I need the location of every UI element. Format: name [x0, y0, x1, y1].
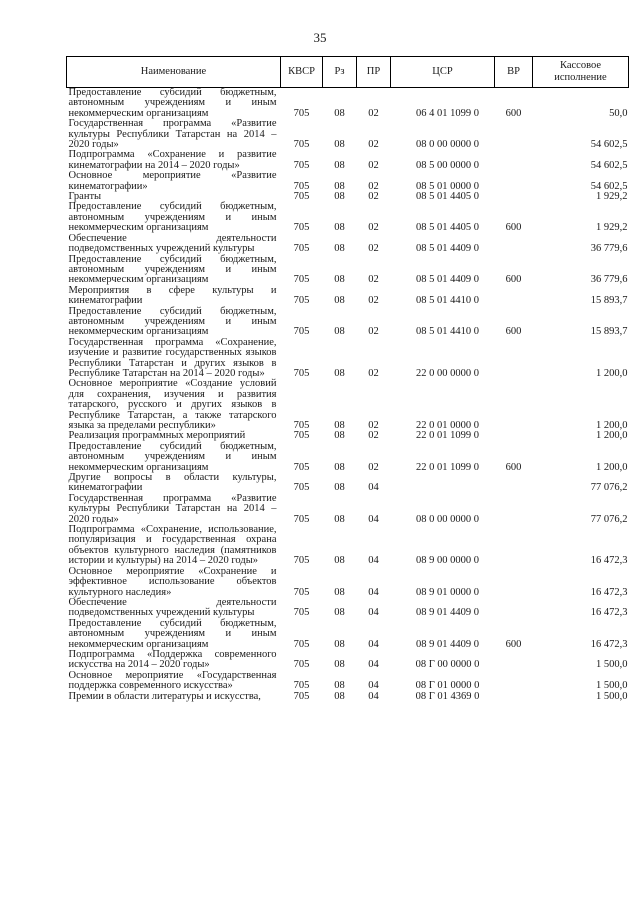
cell-kvsr: 705: [293, 222, 310, 234]
cell-name: Основное мероприятие «Создание условий для сохранения, изучения и развития татарского, русского и других языков в Республике Татарстан, а также татарского языка за пределами республики»: [68, 378, 277, 431]
cell-pr: 02: [368, 295, 379, 307]
cell-amount: 1 500,0: [596, 680, 628, 692]
cell-csr: 08 Г 01 4369 0: [415, 690, 480, 702]
cell-amount: 36 779,6: [590, 274, 628, 286]
table-row: [67, 88, 629, 120]
table-row: [67, 567, 629, 598]
cell-pr: 02: [368, 159, 379, 171]
table-row: [67, 379, 629, 431]
cell-name: Мероприятия в сфере культуры и кинематографии: [68, 284, 277, 307]
cell-name: Предоставление субсидий бюджетным, автономным учреждениям и иным некоммерческим организациям: [68, 87, 277, 119]
cell-pr: 04: [368, 638, 379, 650]
cell-vr: [495, 234, 533, 255]
cell-vr: [495, 598, 533, 619]
cell-pr: 02: [368, 367, 379, 379]
cell-amount: 50,0: [609, 107, 628, 119]
table-row: [67, 494, 629, 525]
cell-kvsr: 705: [293, 482, 310, 494]
cell-vr: 600: [505, 638, 522, 650]
cell-pr: 04: [368, 680, 379, 692]
cell-csr: 08 5 01 4409 0: [416, 243, 479, 255]
cell-kvsr: 705: [293, 430, 310, 442]
cell-rz: 08: [334, 420, 345, 431]
cell-pr: 04: [368, 586, 379, 598]
cell-csr: 08 0 00 0000 0: [416, 139, 479, 151]
cell-pr: 02: [368, 420, 379, 431]
cell-kvsr: 705: [293, 461, 310, 473]
cell-pr: 02: [368, 326, 379, 338]
cell-kvsr: 705: [293, 243, 310, 255]
cell-csr: 08 9 01 0000 0: [416, 586, 479, 598]
cell-name: Основное мероприятие «Развитие кинематографии»: [68, 170, 277, 192]
cell-name: Премии в области литературы и искусства,: [68, 690, 261, 702]
cell-amount: 77 076,2: [590, 482, 628, 494]
header-kvsr: КВСР: [281, 57, 323, 88]
cell-vr: [495, 650, 533, 671]
table-body: [67, 88, 629, 702]
cell-rz: 08: [334, 430, 345, 442]
header-rz: Рз: [323, 57, 357, 88]
header-pr: ПР: [357, 57, 391, 88]
cell-csr: 08 0 00 0000 0: [416, 513, 479, 525]
cell-name: Обеспечение деятельности подведомственных учреждений культуры: [68, 596, 277, 619]
header-amount: Кассовое исполнение: [533, 57, 629, 88]
cell-kvsr: 705: [293, 638, 310, 650]
cell-name: Подпрограмма «Поддержка современного искусства на 2014 – 2020 годы»: [68, 648, 277, 671]
cell-rz: 08: [334, 659, 345, 671]
cell-amount: 1 929,2: [596, 222, 628, 234]
cell-csr: 08 5 01 4405 0: [416, 191, 479, 203]
cell-csr: 08 5 01 4410 0: [416, 326, 479, 338]
cell-name: Предоставление субсидий бюджетным, автономным учреждениям и иным некоммерческим организациям: [68, 617, 277, 650]
cell-amount: 77 076,2: [590, 513, 628, 525]
cell-rz: 08: [334, 159, 345, 171]
cell-rz: 08: [334, 513, 345, 525]
table-row: [67, 307, 629, 338]
cell-pr: 04: [368, 513, 379, 525]
cell-pr: 02: [368, 430, 379, 442]
cell-rz: 08: [334, 243, 345, 255]
cell-name: Основное мероприятие «Государственная поддержка современного искусства»: [68, 669, 277, 692]
table-row: [67, 286, 629, 307]
cell-rz: 08: [334, 690, 345, 702]
cell-vr: 600: [505, 274, 522, 286]
cell-csr: 22 0 01 0000 0: [416, 420, 479, 431]
cell-kvsr: 705: [293, 513, 310, 525]
cell-amount: 16 472,3: [590, 607, 628, 619]
cell-pr: 02: [368, 222, 379, 234]
cell-vr: [495, 150, 533, 171]
cell-pr: 04: [368, 607, 379, 619]
header-vr: ВР: [495, 57, 533, 88]
cell-pr: 04: [368, 659, 379, 671]
table-row: [67, 671, 629, 692]
cell-vr: [495, 119, 533, 150]
header-name: Наименование: [67, 57, 281, 88]
budget-table: [66, 56, 629, 702]
cell-name: Подпрограмма «Сохранение, использование, популяризация и государственная охрана объектов культурного наследия (памятников истории и культуры) на 2014 – 2020 годы»: [68, 524, 277, 567]
cell-amount: 54 602,5: [590, 139, 628, 151]
cell-amount: 1 500,0: [596, 659, 628, 671]
cell-name: Гранты: [68, 191, 102, 203]
cell-vr: [495, 525, 533, 567]
cell-name: Предоставление субсидий бюджетным, автономным учреждениям и иным некоммерческим организациям: [68, 253, 277, 286]
cell-name: Обеспечение деятельности подведомственных учреждений культуры: [68, 232, 277, 255]
cell-pr: 02: [368, 180, 379, 192]
cell-pr: 02: [368, 139, 379, 151]
cell-amount: 1 200,0: [596, 430, 628, 442]
cell-vr: [495, 494, 533, 525]
cell-kvsr: 705: [293, 180, 310, 192]
cell-rz: 08: [334, 191, 345, 203]
cell-vr: 600: [505, 222, 522, 234]
cell-amount: 1 200,0: [596, 461, 628, 473]
cell-rz: 08: [334, 180, 345, 192]
table-row: [67, 598, 629, 619]
cell-pr: 02: [368, 107, 379, 119]
table-row: [67, 473, 629, 494]
cell-rz: 08: [334, 295, 345, 307]
cell-amount: 54 602,5: [590, 180, 628, 192]
cell-vr: [495, 567, 533, 598]
cell-kvsr: 705: [293, 107, 310, 119]
cell-rz: 08: [334, 326, 345, 338]
cell-kvsr: 705: [293, 139, 310, 151]
cell-rz: 08: [334, 139, 345, 151]
cell-vr: [495, 671, 533, 692]
cell-kvsr: 705: [293, 295, 310, 307]
cell-name: Другие вопросы в области культуры, кинематографии: [68, 472, 277, 494]
cell-amount: 15 893,7: [590, 295, 628, 307]
cell-amount: 1 500,0: [596, 690, 628, 702]
table-row: [67, 338, 629, 380]
cell-rz: 08: [334, 461, 345, 473]
cell-csr: 08 5 01 4410 0: [416, 295, 479, 307]
cell-csr: 08 5 00 0000 0: [416, 159, 479, 171]
cell-vr: [495, 431, 533, 441]
cell-vr: [495, 473, 533, 494]
cell-rz: 08: [334, 274, 345, 286]
cell-amount: 36 779,6: [590, 243, 628, 255]
cell-csr: 22 0 01 1099 0: [416, 461, 479, 473]
cell-kvsr: 705: [293, 659, 310, 671]
cell-csr: 06 4 01 1099 0: [416, 107, 479, 119]
page-number: 35: [313, 30, 327, 45]
cell-pr: 04: [368, 690, 379, 702]
cell-kvsr: 705: [293, 420, 310, 431]
cell-kvsr: 705: [293, 159, 310, 171]
table-row: [67, 150, 629, 171]
cell-rz: 08: [334, 586, 345, 598]
cell-csr: 08 9 01 4409 0: [416, 638, 479, 650]
table-row: [67, 119, 629, 150]
cell-kvsr: 705: [293, 555, 310, 567]
cell-rz: 08: [334, 107, 345, 119]
header-csr: ЦСР: [391, 57, 495, 88]
cell-pr: 02: [368, 274, 379, 286]
cell-pr: 02: [368, 191, 379, 203]
cell-amount: 1 200,0: [596, 367, 628, 379]
cell-amount: 16 472,3: [590, 638, 628, 650]
cell-amount: 54 602,5: [590, 159, 628, 171]
cell-csr: 08 5 01 4405 0: [416, 222, 479, 234]
cell-vr: [495, 338, 533, 380]
cell-csr: 08 5 01 0000 0: [416, 180, 479, 192]
cell-pr: 02: [368, 461, 379, 473]
cell-kvsr: 705: [293, 690, 310, 702]
cell-name: Основное мероприятие «Сохранение и эффективное использование объектов культурного наследия»: [68, 565, 277, 598]
table-row: [67, 234, 629, 255]
cell-csr: 08 Г 01 0000 0: [415, 680, 480, 692]
cell-name: Предоставление субсидий бюджетным, автономным учреждениям и иным некоммерческим организациям: [68, 440, 277, 473]
table-row: [67, 442, 629, 473]
cell-name: Реализация программных мероприятий: [68, 430, 246, 442]
cell-rz: 08: [334, 607, 345, 619]
cell-csr: 08 5 01 4409 0: [416, 274, 479, 286]
table-header-row: [67, 57, 629, 88]
cell-name: Государственная программа «Развитие культуры Республики Татарстан на 2014 – 2020 годы»: [68, 118, 277, 151]
cell-csr: [391, 473, 495, 494]
cell-amount: 1 200,0: [596, 420, 628, 431]
table-row: [67, 650, 629, 671]
cell-vr: [495, 379, 533, 431]
table-row: [67, 619, 629, 650]
cell-rz: 08: [334, 680, 345, 692]
table-row: [67, 525, 629, 567]
cell-vr: [495, 286, 533, 307]
cell-rz: 08: [334, 367, 345, 379]
cell-name: Государственная программа «Развитие культуры Республики Татарстан на 2014 – 2020 годы»: [68, 492, 277, 525]
cell-name: Предоставление субсидий бюджетным, автономным учреждениям и иным некоммерческим организациям: [68, 305, 277, 338]
cell-name: Подпрограмма «Сохранение и развитие кинематографии на 2014 – 2020 годы»: [68, 149, 277, 171]
cell-vr: [495, 692, 533, 702]
cell-kvsr: 705: [293, 680, 310, 692]
cell-vr: [495, 192, 533, 202]
cell-amount: 15 893,7: [590, 326, 628, 338]
cell-pr: 04: [368, 555, 379, 567]
cell-csr: 22 0 00 0000 0: [416, 367, 479, 379]
table-row: [67, 171, 629, 192]
cell-amount: 1 929,2: [596, 191, 628, 203]
cell-csr: 22 0 01 1099 0: [416, 430, 479, 442]
cell-rz: 08: [334, 482, 345, 494]
cell-csr: 08 9 01 4409 0: [416, 607, 479, 619]
cell-vr: [495, 171, 533, 192]
cell-kvsr: 705: [293, 191, 310, 203]
cell-rz: 08: [334, 222, 345, 234]
cell-kvsr: 705: [293, 586, 310, 598]
cell-kvsr: 705: [293, 607, 310, 619]
cell-kvsr: 705: [293, 274, 310, 286]
cell-vr: 600: [505, 107, 522, 119]
cell-pr: 04: [368, 482, 379, 494]
table-row: [67, 255, 629, 286]
cell-pr: 02: [368, 243, 379, 255]
cell-rz: 08: [334, 638, 345, 650]
cell-vr: 600: [505, 461, 522, 473]
cell-kvsr: 705: [293, 367, 310, 379]
cell-amount: 16 472,3: [590, 586, 628, 598]
cell-csr: 08 Г 00 0000 0: [415, 659, 480, 671]
table-row: [67, 692, 629, 702]
cell-amount: 16 472,3: [590, 555, 628, 567]
cell-name: Государственная программа «Сохранение, изучение и развитие государственных языков Республики Татарстан и других языков в Республике Татарстан на 2014 – 2020 годы»: [68, 336, 277, 379]
cell-vr: 600: [505, 326, 522, 338]
cell-rz: 08: [334, 555, 345, 567]
cell-kvsr: 705: [293, 326, 310, 338]
cell-csr: 08 9 00 0000 0: [416, 555, 479, 567]
cell-name: Предоставление субсидий бюджетным, автономным учреждениям и иным некоммерческим организациям: [68, 201, 277, 234]
table-row: [67, 202, 629, 233]
